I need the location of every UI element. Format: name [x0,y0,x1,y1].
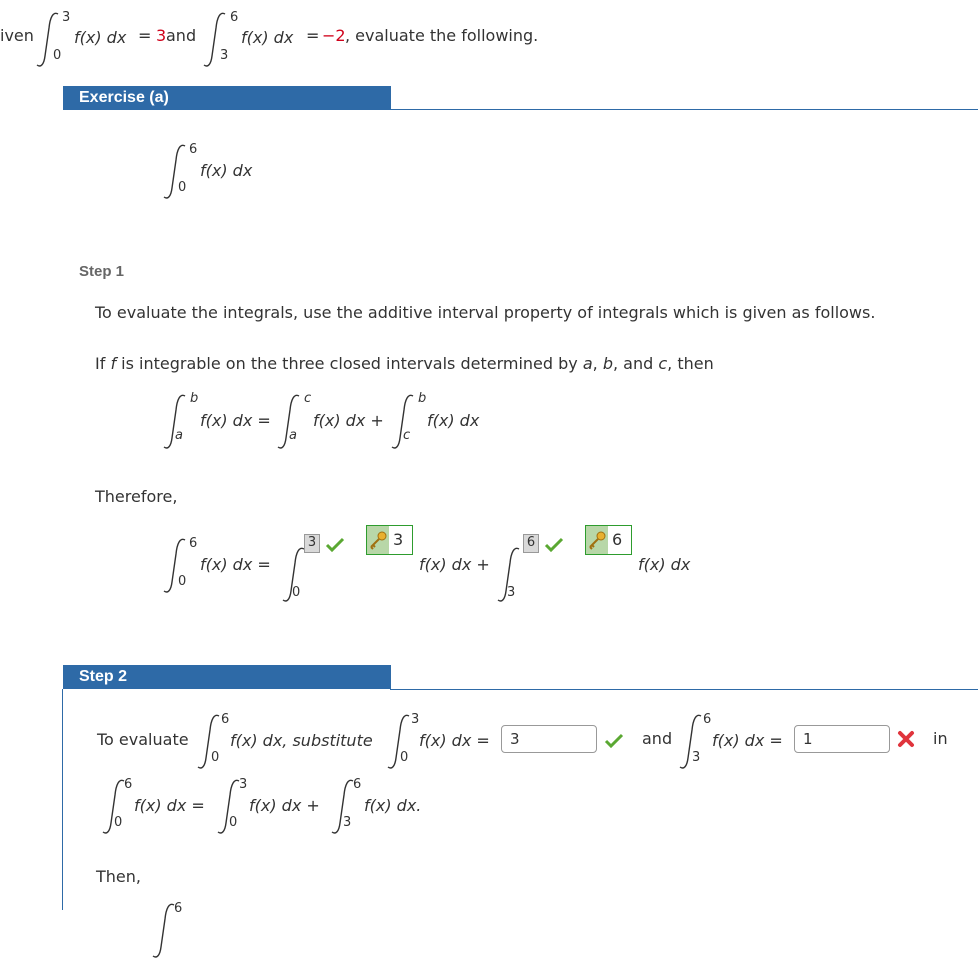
exercise-header: Exercise (a) [63,86,391,110]
integral-sign: 6 3 [203,10,243,70]
check-icon [325,537,345,553]
integral-sign: 6 3 [679,712,719,772]
upper-limit-answer[interactable]: 3 [304,534,320,553]
answer-input-2[interactable]: 1 [794,725,890,753]
integral-sign: b c [391,392,431,452]
then-label: Then, [96,867,141,886]
integral-sign: 6 3 [331,777,371,837]
answer-key-box[interactable]: 3 [366,525,413,555]
step-2-header: Step 2 [63,665,391,689]
integral-sign: 6 0 [163,142,203,202]
therefore-label: Therefore, [95,487,178,506]
integral-sign: 3 0 [387,712,427,772]
integral-sign: 6 0 [102,777,142,837]
header-divider [390,689,978,690]
integral-sign: 6 0 [197,712,237,772]
step-1-text: To evaluate the integrals, use the additive interval property of integrals which is given as follows. [95,303,876,322]
incorrect-icon [897,730,915,748]
intro-prefix: iven [0,26,34,45]
step-1-label: Step 1 [79,263,125,280]
given-value-1: 3 [156,26,167,45]
header-divider [390,109,978,110]
key-icon [586,526,608,554]
upper-limit-answer[interactable]: 6 [523,534,539,553]
integral-sign: 3 0 [36,10,76,70]
integral-sign: 6 0 [163,536,203,596]
answer-input-1[interactable]: 3 [501,725,597,753]
check-icon [604,733,624,749]
step-2-frame [62,689,63,910]
step-1-condition: If f is integrable on the three closed intervals determined by a, b, and c, then [95,354,714,373]
integral-sign: b a [163,392,203,452]
key-icon [367,526,389,554]
answer-key-box[interactable]: 6 [585,525,632,555]
check-icon [544,537,564,553]
integral-sign: 6 [152,901,192,961]
given-value-2: −2 [322,26,346,45]
integral-sign: 3 [497,545,537,605]
integral-sign: 3 0 [217,777,257,837]
integral-sign: 0 [282,545,322,605]
integral-sign: c a [277,392,317,452]
